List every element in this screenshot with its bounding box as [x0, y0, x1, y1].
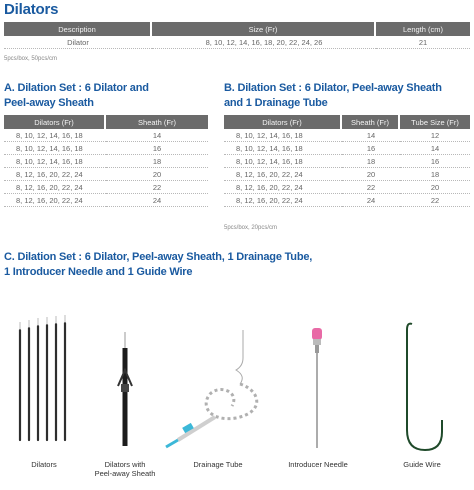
table-row: 8, 12, 16, 20, 22, 24 22 — [4, 181, 208, 194]
drainage-tube-image — [166, 330, 257, 447]
table-row: 8, 10, 12, 14, 16, 18 16 14 — [224, 142, 470, 155]
table-row: 8, 12, 16, 20, 22, 24 20 — [4, 168, 208, 181]
guide-wire-image — [407, 324, 442, 450]
section-a-table — [4, 115, 208, 207]
table-row: 8, 10, 12, 14, 16, 18 16 — [4, 142, 208, 155]
header-dilators: Dilators (Fr) — [4, 115, 106, 129]
dilator-table — [4, 22, 470, 49]
table-row: 8, 12, 16, 20, 22, 24 20 18 — [224, 168, 470, 181]
header-dilators: Dilators (Fr) — [224, 115, 342, 129]
section-b-table — [224, 115, 470, 207]
caption-introducer-needle: Introducer Needle — [288, 460, 348, 469]
section-b-title: B. Dilation Set : 6 Dilator, Peel-away Sheath and 1 Drainage Tube — [224, 82, 442, 109]
caption-dilators: Dilators — [31, 460, 57, 469]
kit-components-illustration — [0, 300, 474, 460]
table-row: 8, 10, 12, 14, 16, 18 14 12 — [224, 129, 470, 142]
table-row: 8, 12, 16, 20, 22, 24 22 20 — [224, 181, 470, 194]
header-sheath: Sheath (Fr) — [342, 115, 400, 129]
caption-sheath: Dilators with Peel-away Sheath — [94, 460, 156, 478]
cell-size: 8, 10, 12, 14, 16, 18, 20, 22, 24, 26 — [152, 36, 376, 49]
cell-length: 21 — [376, 36, 470, 49]
header-sheath: Sheath (Fr) — [106, 115, 208, 129]
page-title: Dilators — [4, 1, 59, 18]
header-tube-size: Tube Size (Fr) — [400, 115, 470, 129]
section-c-title: C. Dilation Set : 6 Dilator, Peel-away Sheath, 1 Drainage Tube, 1 Introducer Needle and 1 Guide Wire — [4, 251, 313, 278]
table-row — [4, 36, 470, 49]
header-length: Length (cm) — [376, 22, 470, 36]
header-description: Description — [4, 22, 152, 36]
table-row: 8, 12, 16, 20, 22, 24 24 — [4, 194, 208, 207]
table-row: 8, 12, 16, 20, 22, 24 24 22 — [224, 194, 470, 207]
header-size: Size (Fr) — [152, 22, 376, 36]
needle-image — [312, 328, 322, 448]
caption-guide-wire: Guide Wire — [403, 460, 441, 469]
table-row: 8, 10, 12, 14, 16, 18 14 — [4, 129, 208, 142]
cell-description: Dilator — [4, 36, 152, 49]
packaging-note: 5pcs/box, 20pcs/cm — [224, 225, 278, 231]
section-a-title: A. Dilation Set : 6 Dilator and Peel-away Sheath — [4, 82, 149, 109]
dilators-image — [20, 315, 65, 440]
packaging-note: 5pcs/box, 50pcs/cm — [4, 56, 58, 62]
sheath-image — [118, 332, 132, 446]
table-row: 8, 10, 12, 14, 16, 18 18 16 — [224, 155, 470, 168]
table-row: 8, 10, 12, 14, 16, 18 18 — [4, 155, 208, 168]
caption-drainage-tube: Drainage Tube — [193, 460, 243, 469]
